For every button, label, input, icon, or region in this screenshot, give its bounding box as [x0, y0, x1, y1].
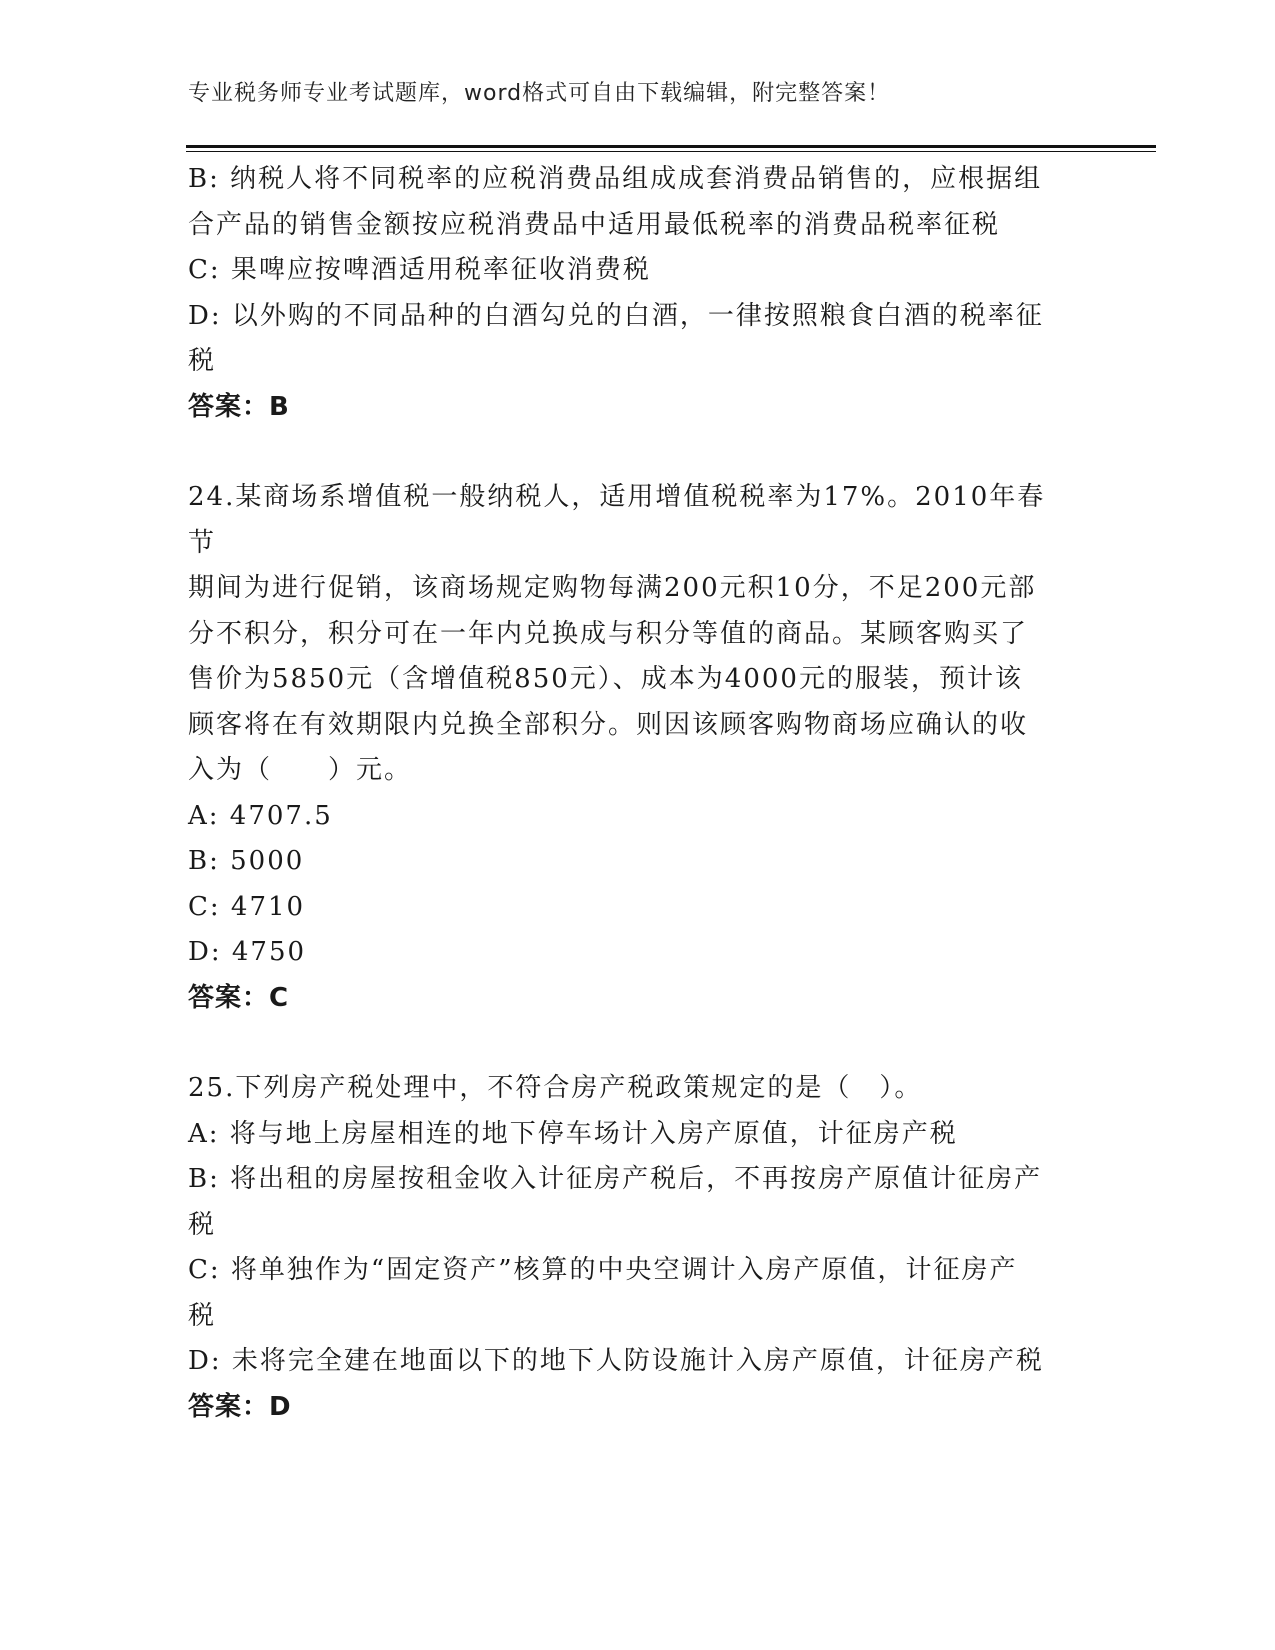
- question-23-fragment: [188, 157, 1073, 430]
- question-stem-line-1: 24.某商场系增值税一般纳税人，适用增值税税率为17%。2010年春节: [188, 482, 1046, 558]
- option-a: A: 将与地上房屋相连的地下停车场计入房产原值，计征房产税: [188, 1118, 958, 1149]
- option-c: C: 4710: [188, 891, 306, 922]
- option-a: A: 4707.5: [188, 800, 333, 831]
- option-b: B: 5000: [188, 846, 305, 876]
- option-d-line-2: 税: [188, 346, 217, 376]
- option-d-line-1: D: 以外购的不同品种的白酒勾兑的白酒，一律按照粮食白酒的税率征: [188, 300, 1044, 331]
- question-stem-line-6: 入为（ ）元。: [188, 755, 413, 785]
- spacer: [188, 430, 1073, 475]
- document-body: [188, 157, 1073, 1430]
- header-rule-thin: [186, 151, 1156, 152]
- option-b-line-1: B: 将出租的房屋按租金收入计征房产税后，不再按房产原值计征房产: [188, 1164, 1043, 1194]
- option-c-line-1: C: 将单独作为“固定资产”核算的中央空调计入房产原值，计征房产: [188, 1255, 1018, 1285]
- question-stem-line-4: 售价为5850元（含增值税850元）、成本为4000元的服装，预计该: [188, 664, 1023, 694]
- question-24: [188, 475, 1073, 1021]
- option-d: D: 未将完全建在地面以下的地下人防设施计入房产原值，计征房产税: [188, 1346, 1044, 1376]
- answer: 答案：D: [188, 1391, 292, 1422]
- page-header: 专业税务师专业考试题库，word格式可自由下载编辑，附完整答案！: [188, 81, 891, 106]
- question-stem-line-2: 期间为进行促销，该商场规定购物每满200元积10分，不足200元部: [188, 573, 1037, 603]
- option-c: C: 果啤应按啤酒适用税率征收消费税: [188, 255, 651, 285]
- question-stem-line-3: 分不积分，积分可在一年内兑换成与积分等值的商品。某顾客购买了: [188, 618, 1029, 649]
- question-stem-line-5: 顾客将在有效期限内兑换全部积分。则因该顾客购物商场应确认的收: [188, 709, 1029, 740]
- spacer: [188, 1021, 1073, 1066]
- question-25: [188, 1066, 1073, 1430]
- option-d: D: 4750: [188, 937, 307, 967]
- answer: 答案：C: [188, 982, 290, 1013]
- option-b-line-2: 税: [188, 1209, 217, 1240]
- question-stem: 25.下列房产税处理中，不符合房产税政策规定的是（ ）。: [188, 1073, 923, 1103]
- option-c-line-2: 税: [188, 1300, 217, 1331]
- option-b-line-1: B: 纳税人将不同税率的应税消费品组成成套消费品销售的，应根据组: [188, 164, 1043, 194]
- header-rule-thick: [186, 145, 1156, 148]
- option-b-line-2: 合产品的销售金额按应税消费品中适用最低税率的消费品税率征税: [188, 209, 1001, 240]
- answer: 答案：B: [188, 391, 290, 422]
